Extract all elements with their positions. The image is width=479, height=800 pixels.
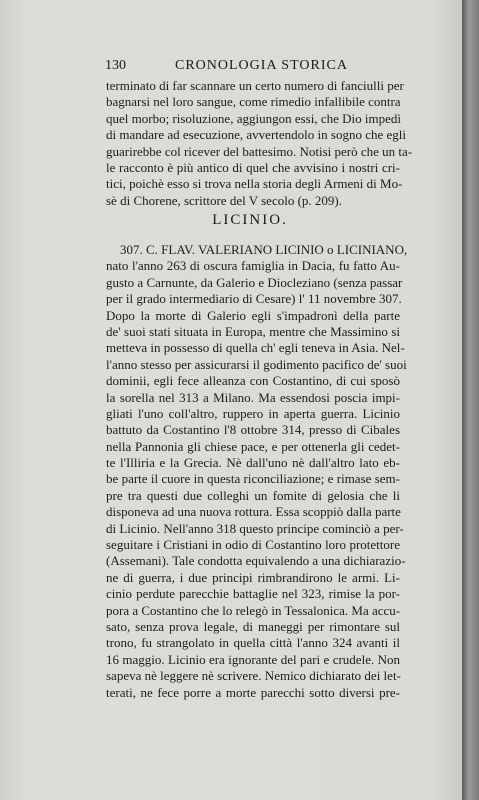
text-line: tici, poichè esso si trova nella storia degli Armeni di Mo- xyxy=(106,176,403,192)
text-line: cinio perdute parecchie battaglie nel 323, rimise la por- xyxy=(106,586,400,602)
text-line: gusto a Carnunte, da Galerio e Diocleziano (senza passar xyxy=(106,274,403,290)
text-line: dominii, egli fece alleanza con Costantino, di cui sposò xyxy=(106,373,400,389)
text-line: sato, senza prova legale, di maneggi per rimontare sul xyxy=(106,618,400,634)
text-line: di Licinio. Nell'anno 318 questo principe cominciò a per- xyxy=(106,520,404,536)
text-line: pora a Costantino che lo relegò in Tessalonica. Ma accu- xyxy=(106,602,401,618)
text-line: 16 maggio. Licinio era ignorante del pari e crudele. Non xyxy=(106,651,400,667)
text-line: Dopo la morte di Galerio egli s'impadronì della parte xyxy=(106,307,400,323)
paragraph-continued xyxy=(106,78,413,209)
text-line: sè di Chorene, scrittore del V secolo (p. 209). xyxy=(106,192,342,208)
text-line: sapeva nè leggere nè scrivere. Nemico dichiarato dei let- xyxy=(106,668,401,684)
text-line: nato l'anno 263 di oscura famiglia in Dacia, fu fatto Au- xyxy=(106,258,400,274)
text-line: per il grado intermediario di Cesare) l' 11 novembre 307. xyxy=(106,291,402,307)
text-line: (Assemani). Tale condotta equivalendo a una dichiarazio- xyxy=(106,553,406,569)
running-title: CRONOLOGIA STORICA xyxy=(175,58,348,73)
text-line: guarirebbe col ricever del battesimo. Notisi però che un ta- xyxy=(106,143,413,159)
text-line: quel morbo; risoluzione, aggiungon essi, che Dio impedì xyxy=(106,110,401,126)
text-line: l'anno stesso per assicurarsi il godimento pacifico de' suoi xyxy=(106,356,407,372)
text-line: la sorella nel 313 a Milano. Ma essendosi poscia impi- xyxy=(106,389,400,405)
text-line: te l'Illiria e la Grecia. Nè dall'uno nè dall'altro lato eb- xyxy=(106,455,400,471)
text-line: seguitare i Cristiani in odio di Costantino loro protettore xyxy=(106,537,400,553)
text-line: de' suoi stati situata in Europa, mentre che Massimino si xyxy=(106,323,400,339)
paragraph-licinio xyxy=(106,242,408,701)
text-line: 307. C. FLAV. VALERIANO LICINIO o LICINIANO, xyxy=(120,242,408,257)
text-line: bagnarsi nel loro sangue, come rimedio infallibile contra xyxy=(106,94,401,110)
text-line: nella Pannonia gli chiese pace, e per ottenerla gli cedet- xyxy=(106,438,400,454)
page-number: 130 xyxy=(105,58,126,73)
text-line: le racconto è più antico di quel che avvisino i nostri cri- xyxy=(106,159,400,175)
text-line: trono, fu strangolato in quella città l'anno 324 avanti il xyxy=(106,635,400,651)
text-line: di mandare ad esecuzione, avvertendolo in sogno che egli xyxy=(106,127,406,143)
text-line: pre tra questi due colleghi un fomite di gelosia che li xyxy=(106,487,400,503)
page-edge-shadow xyxy=(462,0,479,800)
text-line: be parte il cuore in questa riconciliazione; e rimase sem- xyxy=(106,471,400,487)
text-line: terminato di far scannare un certo numero di fanciulli per xyxy=(106,78,404,93)
text-line: metteva in possesso di quella ch' egli teneva in Asia. Nel- xyxy=(106,340,405,356)
page-header xyxy=(105,58,395,78)
text-line: gliati l'uno coll'altro, ruppero in aperta guerra. Licinio xyxy=(106,405,400,421)
text-line: battuto da Costantino l'8 ottobre 314, presso di Cibales xyxy=(106,422,400,438)
text-line: disponeva ad una nuova rottura. Essa scoppiò dalla parte xyxy=(106,504,401,520)
text-line: ne di guerra, i due principi rimbrandirono le armi. Li- xyxy=(106,569,400,585)
text-line: terati, ne fece porre a morte parecchi sotto diversi pre- xyxy=(106,684,400,700)
section-title: LICINIO. xyxy=(212,212,288,228)
